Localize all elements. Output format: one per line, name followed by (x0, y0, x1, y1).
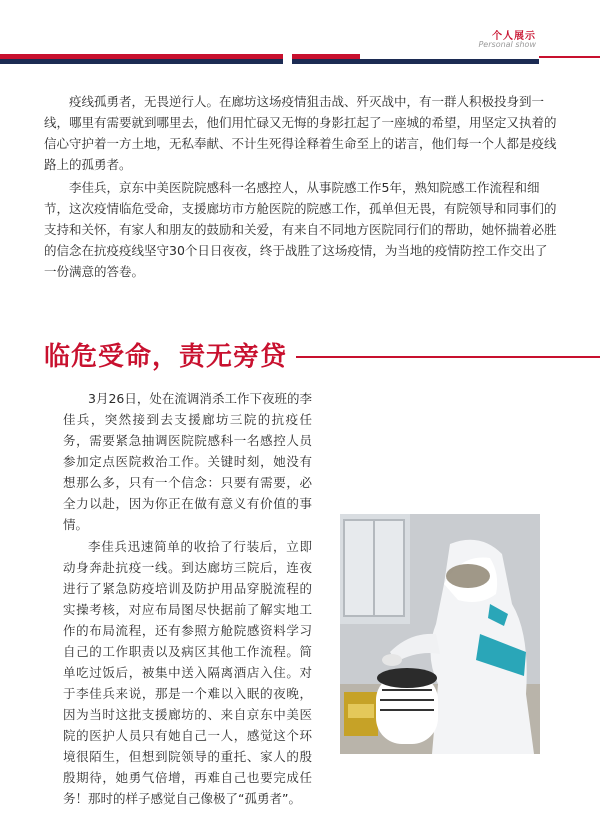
header-stripe-gap (283, 54, 292, 64)
header-subtitle: Personal show (478, 40, 536, 49)
photo-illustration (340, 514, 540, 754)
section-body (63, 388, 312, 810)
intro-text (44, 91, 558, 284)
header-stripe-navy-right (292, 59, 539, 64)
header-stripe-tail (539, 56, 600, 58)
section-paragraph-1: 3月26日，处在流调消杀工作下夜班的李佳兵，突然接到去支援廊坊三院的抗疫任务，需要紧急抽调医院院感科一名感控人员参加定点医院救治工作。关键时刻，她没有想那么多，只有一个信念：只要有需要，必全力以赴，因为你正在做有意义有价值的事情。 (63, 391, 312, 532)
intro-paragraph-2: 李佳兵，京东中美医院院感科一名感控人，从事院感工作5年，熟知院感工作流程和细节，这次疫情临危受命，支援廊坊市方舱医院的院感工作，孤单但无畏，有院领导和同事们的支持和关怀，有家人和朋友的鼓励和关爱，有来自不同地方医院同行们的帮助，她怀揣着必胜的信念在抗疫疫线坚守30个日日夜夜，终于战胜了这场疫情，为当地的疫情防控工作交出了一份满意的答卷。 (44, 180, 557, 279)
section-divider (296, 356, 600, 358)
intro-paragraph-1: 疫线孤勇者，无畏逆行人。在廊坊这场疫情狙击战、歼灭战中，有一群人积极投身到一线，哪里有需要就到哪里去，他们用忙碌又无悔的身影扛起了一座城的希望，用坚定又执着的信心守护着一方土地，无私奉献、不计生死得诠释着生命至上的诺言，他们每一个人都是疫线路上的孤勇者。 (44, 94, 557, 172)
header-stripe-navy (0, 59, 283, 64)
header-title: 个人展示 (492, 31, 536, 42)
section-paragraph-2: 李佳兵迅速简单的收拾了行装后，立即动身奔赴抗疫一线。到达廊坊三院后，连夜进行了紧急防疫培训及防护用品穿脱流程的实操考核，对应布局图尽快据前了解实地工作的布局流程，还有参照方舱院感资料学习自己的工作职责以及病区其他工作流程。简单吃过饭后，被集中送入隔离酒店入住。对于李佳兵来说，那是一个难以入眠的夜晚，因为当时这批支援廊坊的、来自京东中美医院的医护人员只有她自己一人，感觉这个环境很陌生，但想到院领导的重托、家人的殷殷期待，她勇气倍增，再难自己也要完成任务！那时的样子感觉自己像极了“孤勇者”。 (63, 539, 312, 806)
section-title: 临危受命，责无旁贷 (44, 342, 288, 372)
photo-worker-in-protective-suit (340, 514, 540, 754)
